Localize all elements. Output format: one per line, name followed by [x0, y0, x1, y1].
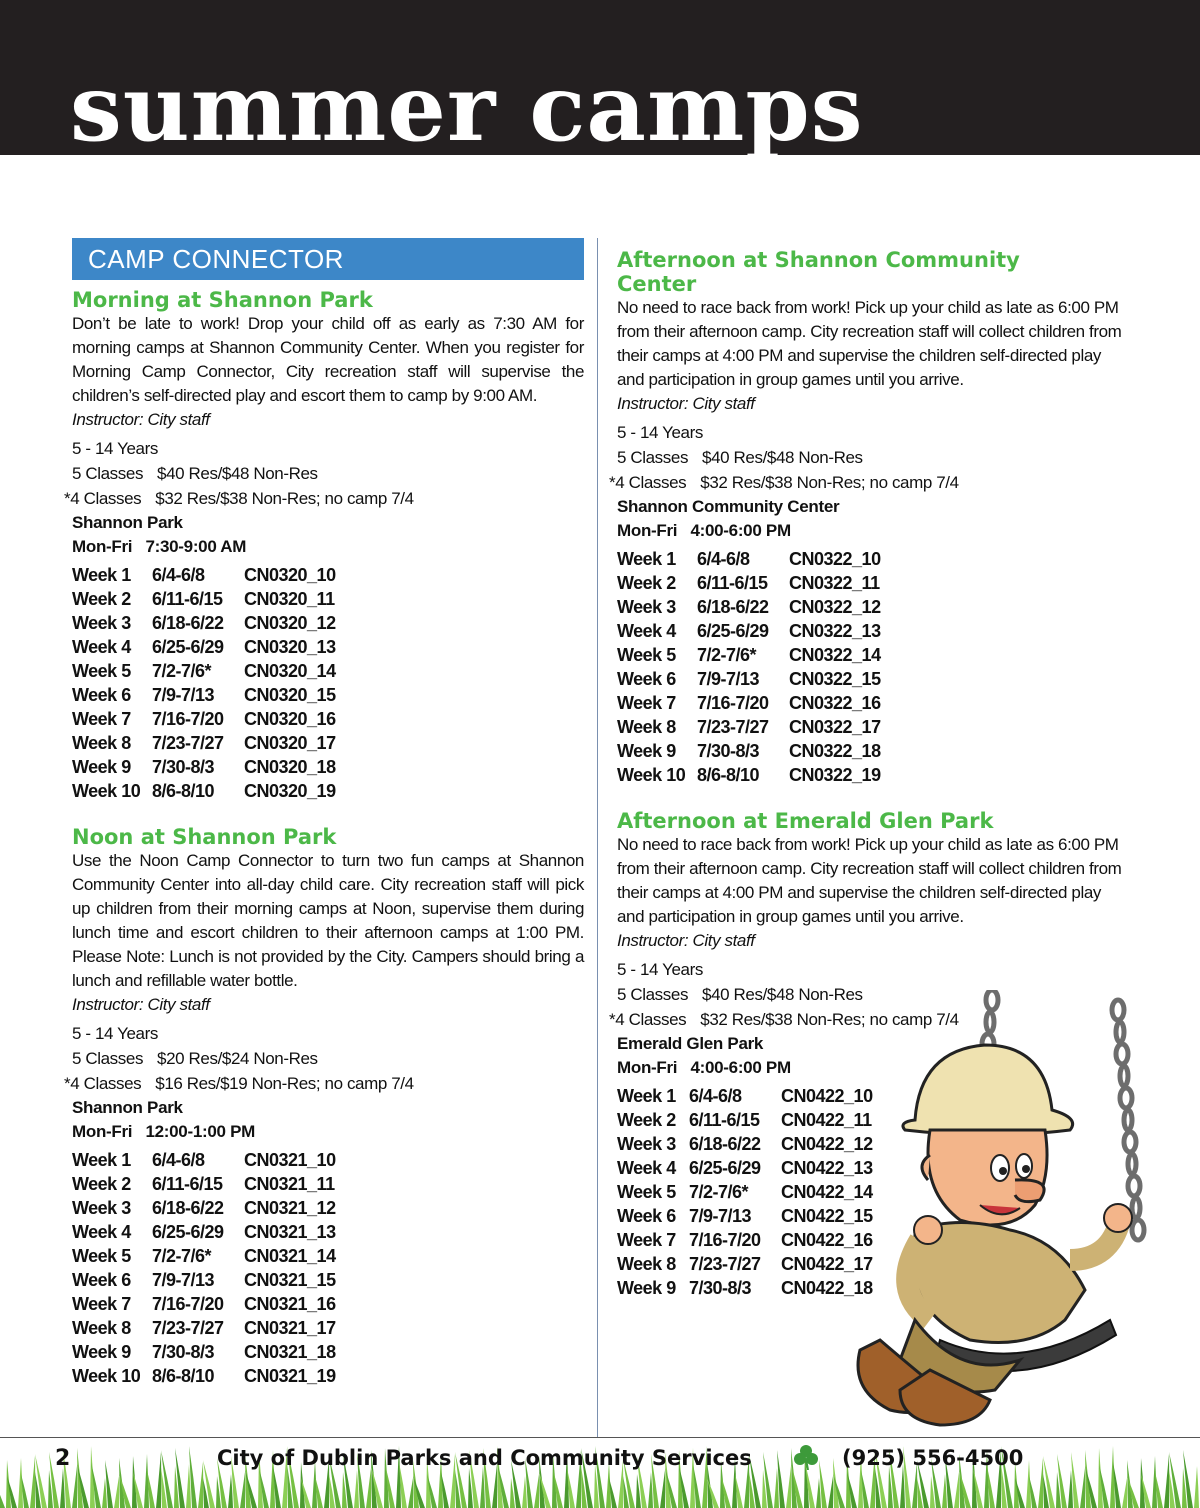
camp-title: Noon at Shannon Park	[72, 825, 337, 849]
schedule-week: Week 10	[72, 781, 141, 801]
camp-description: No need to race back from work! Pick up your child as late as 6:00 PM from their afternoon camp. City recreation staff will collect children from their camps at 4:00 PM and supervise the children self-directed play and participation in group games until you arrive.	[617, 298, 1122, 389]
price: $40 Res/$48 Non-Res	[702, 448, 863, 467]
schedule-table	[72, 563, 336, 803]
price-5-classes	[72, 461, 584, 486]
schedule-week: Week 3	[617, 597, 676, 617]
schedule-dates: 7/23-7/27	[689, 1254, 761, 1274]
label: 5 Classes	[72, 1049, 144, 1068]
price: $32 Res/$38 Non-Res; no camp 7/4	[700, 473, 959, 492]
schedule-dates: 7/2-7/6*	[152, 1246, 212, 1266]
label: 5 Classes	[617, 985, 689, 1004]
price: $32 Res/$38 Non-Res; no camp 7/4	[155, 489, 414, 508]
schedule-dates: 6/4-6/8	[152, 565, 205, 585]
page-number: 2	[55, 1446, 71, 1471]
schedule-week: Week 7	[72, 709, 131, 729]
instructor: Instructor: City staff	[72, 410, 210, 429]
schedule-week: Week 9	[72, 757, 131, 777]
schedule-course-code: CN0322_11	[789, 573, 880, 593]
schedule-course-code: CN0422_18	[781, 1278, 873, 1298]
schedule-row	[72, 1268, 336, 1292]
instructor: Instructor: City staff	[617, 394, 755, 413]
camp-morning	[64, 288, 584, 803]
schedule-row	[72, 731, 336, 755]
schedule-dates: 8/6-8/10	[152, 1366, 215, 1386]
schedule-dates: 6/18-6/22	[697, 597, 769, 617]
footer-organization: City of Dublin Parks and Community Services	[217, 1446, 752, 1470]
schedule-dates: 6/18-6/22	[152, 613, 224, 633]
price: $20 Res/$24 Non-Res	[157, 1049, 318, 1068]
label: 5 Classes	[617, 448, 689, 467]
schedule-dates: 7/16-7/20	[689, 1230, 761, 1250]
schedule-row	[72, 1244, 336, 1268]
price: $40 Res/$48 Non-Res	[702, 985, 863, 1004]
schedule-week: Week 9	[72, 1342, 131, 1362]
schedule-course-code: CN0321_17	[244, 1318, 336, 1338]
schedule-course-code: CN0321_11	[244, 1174, 335, 1194]
schedule-week: Week 2	[617, 1110, 676, 1130]
schedule-course-code: CN0321_18	[244, 1342, 336, 1362]
schedule-row	[72, 707, 336, 731]
schedule-week: Week 6	[617, 669, 676, 689]
schedule-dates: 7/16-7/20	[152, 709, 224, 729]
schedule-dates: 6/18-6/22	[689, 1134, 761, 1154]
location: Shannon Park	[72, 513, 183, 532]
schedule-row	[72, 1292, 336, 1316]
schedule-dates: 7/23-7/27	[697, 717, 769, 737]
schedule-week: Week 7	[72, 1294, 131, 1314]
schedule-row	[617, 547, 881, 571]
schedule-week: Week 1	[72, 565, 131, 585]
schedule-row	[72, 611, 336, 635]
schedule-row	[72, 1220, 336, 1244]
schedule-dates: 7/2-7/6*	[689, 1182, 749, 1202]
camp-title: Morning at Shannon Park	[72, 288, 373, 312]
schedule-week: Week 4	[72, 637, 131, 657]
schedule-week: Week 2	[72, 589, 131, 609]
schedule-course-code: CN0422_16	[781, 1230, 873, 1250]
ages: 5 - 14 Years	[72, 1024, 158, 1043]
schedule-row	[617, 739, 881, 763]
schedule-row	[617, 667, 881, 691]
location: Shannon Park	[72, 1098, 183, 1117]
price-4-classes	[609, 470, 1127, 495]
schedule-dates: 7/23-7/27	[152, 1318, 224, 1338]
schedule-dates: 7/9-7/13	[689, 1206, 752, 1226]
schedule-row	[72, 1364, 336, 1388]
schedule-course-code: CN0422_15	[781, 1206, 873, 1226]
schedule-course-code: CN0422_17	[781, 1254, 873, 1274]
schedule-row	[617, 715, 881, 739]
label: *4 Classes	[609, 1010, 687, 1029]
schedule-row	[617, 691, 881, 715]
schedule-week: Week 8	[72, 1318, 131, 1338]
schedule-course-code: CN0422_14	[781, 1182, 873, 1202]
schedule-week: Week 2	[72, 1174, 131, 1194]
schedule-week: Week 3	[617, 1134, 676, 1154]
camp-title: Afternoon at Shannon Community Center	[617, 248, 1020, 296]
schedule-week: Week 5	[72, 1246, 131, 1266]
schedule-dates: 6/25-6/29	[152, 1222, 224, 1242]
camp-description: Don’t be late to work! Drop your child off as early as 7:30 AM for morning camps at Shannon Community Center. When you register for Morning Camp Connector, City recreation staff will supervise the children’s self-directed play and escort them to camp by 9:00 AM.	[72, 314, 584, 405]
schedule-course-code: CN0422_13	[781, 1158, 873, 1178]
schedule-course-code: CN0320_18	[244, 757, 336, 777]
schedule-course-code: CN0422_10	[781, 1086, 873, 1106]
schedule-dates: 7/2-7/6*	[697, 645, 757, 665]
schedule-week: Week 10	[72, 1366, 141, 1386]
price: $16 Res/$19 Non-Res; no camp 7/4	[155, 1074, 414, 1093]
schedule-dates: 7/30-8/3	[152, 1342, 215, 1362]
schedule-row	[617, 643, 881, 667]
schedule-course-code: CN0321_12	[244, 1198, 336, 1218]
schedule-dates: 6/25-6/29	[689, 1158, 761, 1178]
schedule-course-code: CN0321_19	[244, 1366, 336, 1386]
explorer-swing-illustration	[820, 990, 1180, 1430]
instructor: Instructor: City staff	[617, 931, 755, 950]
schedule-week: Week 5	[72, 661, 131, 681]
schedule-course-code: CN0422_11	[781, 1110, 872, 1130]
schedule-dates: 6/25-6/29	[152, 637, 224, 657]
schedule-week: Week 10	[617, 765, 686, 785]
camp-afternoon-shannon	[609, 248, 1127, 787]
ages: 5 - 14 Years	[617, 423, 703, 442]
footer-phone: (925) 556-4500	[842, 1446, 1024, 1470]
schedule-dates: 7/2-7/6*	[152, 661, 212, 681]
schedule-dates: 6/11-6/15	[697, 573, 768, 593]
camp-title: Afternoon at Emerald Glen Park	[617, 809, 994, 833]
schedule-row	[72, 683, 336, 707]
schedule-week: Week 1	[617, 549, 676, 569]
schedule-dates: 7/9-7/13	[152, 685, 215, 705]
schedule-course-code: CN0320_13	[244, 637, 336, 657]
camp-description: No need to race back from work! Pick up your child as late as 6:00 PM from their afternoon camp. City recreation staff will collect children from their camps at 4:00 PM and supervise the children self-directed play and participation in group games until you arrive.	[617, 835, 1122, 926]
time: Mon-Fri 7:30-9:00 AM	[72, 537, 247, 556]
schedule-table	[617, 547, 881, 787]
schedule-course-code: CN0322_19	[789, 765, 881, 785]
schedule-week: Week 8	[617, 717, 676, 737]
schedule-course-code: CN0322_10	[789, 549, 881, 569]
schedule-course-code: CN0322_13	[789, 621, 881, 641]
schedule-week: Week 3	[72, 1198, 131, 1218]
schedule-course-code: CN0321_10	[244, 1150, 336, 1170]
schedule-week: Week 6	[72, 685, 131, 705]
schedule-course-code: CN0320_15	[244, 685, 336, 705]
schedule-dates: 8/6-8/10	[697, 765, 760, 785]
price-5-classes	[617, 445, 1127, 470]
schedule-course-code: CN0320_11	[244, 589, 335, 609]
label: 5 Classes	[72, 464, 144, 483]
schedule-dates: 6/4-6/8	[152, 1150, 205, 1170]
header-bar	[0, 0, 1200, 162]
schedule-row	[72, 659, 336, 683]
schedule-week: Week 9	[617, 741, 676, 761]
schedule-row	[72, 587, 336, 611]
schedule-dates: 6/11-6/15	[689, 1110, 760, 1130]
schedule-course-code: CN0322_12	[789, 597, 881, 617]
schedule-week: Week 3	[72, 613, 131, 633]
schedule-week: Week 7	[617, 1230, 676, 1250]
schedule-row	[617, 619, 881, 643]
price: $40 Res/$48 Non-Res	[157, 464, 318, 483]
schedule-week: Week 7	[617, 693, 676, 713]
column-divider	[597, 238, 598, 1438]
left-column	[64, 238, 584, 1388]
schedule-row	[72, 755, 336, 779]
schedule-dates: 7/30-8/3	[697, 741, 760, 761]
price-4-classes	[64, 486, 584, 511]
schedule-course-code: CN0320_10	[244, 565, 336, 585]
price: $32 Res/$38 Non-Res; no camp 7/4	[700, 1010, 959, 1029]
schedule-dates: 6/18-6/22	[152, 1198, 224, 1218]
ages: 5 - 14 Years	[72, 439, 158, 458]
schedule-course-code: CN0321_14	[244, 1246, 336, 1266]
pith-helmet-icon	[903, 1045, 1073, 1135]
schedule-dates: 7/9-7/13	[152, 1270, 215, 1290]
label: *4 Classes	[64, 489, 142, 508]
schedule-course-code: CN0320_14	[244, 661, 336, 681]
schedule-course-code: CN0322_17	[789, 717, 881, 737]
schedule-course-code: CN0320_17	[244, 733, 336, 753]
schedule-week: Week 8	[617, 1254, 676, 1274]
schedule-week: Week 4	[617, 1158, 676, 1178]
schedule-week: Week 9	[617, 1278, 676, 1298]
schedule-dates: 6/11-6/15	[152, 1174, 223, 1194]
schedule-week: Week 4	[617, 621, 676, 641]
schedule-dates: 6/4-6/8	[689, 1086, 742, 1106]
schedule-course-code: CN0320_12	[244, 613, 336, 633]
schedule-course-code: CN0322_14	[789, 645, 881, 665]
schedule-row	[72, 1340, 336, 1364]
time: Mon-Fri 4:00-6:00 PM	[617, 1058, 791, 1077]
schedule-row	[72, 563, 336, 587]
footer-rule	[0, 1437, 1200, 1438]
camp-noon	[64, 825, 584, 1388]
schedule-row	[72, 635, 336, 659]
shamrock-icon	[793, 1444, 819, 1470]
schedule-row	[617, 595, 881, 619]
schedule-week: Week 1	[72, 1150, 131, 1170]
schedule-course-code: CN0321_15	[244, 1270, 336, 1290]
schedule-week: Week 6	[617, 1206, 676, 1226]
schedule-row	[617, 571, 881, 595]
schedule-dates: 7/23-7/27	[152, 733, 224, 753]
schedule-row	[72, 1148, 336, 1172]
section-banner: CAMP CONNECTOR	[72, 238, 584, 280]
schedule-dates: 8/6-8/10	[152, 781, 215, 801]
ages: 5 - 14 Years	[617, 960, 703, 979]
schedule-course-code: CN0322_16	[789, 693, 881, 713]
schedule-course-code: CN0322_18	[789, 741, 881, 761]
schedule-week: Week 5	[617, 1182, 676, 1202]
location: Emerald Glen Park	[617, 1034, 764, 1053]
instructor: Instructor: City staff	[72, 995, 210, 1014]
schedule-row	[72, 779, 336, 803]
schedule-week: Week 5	[617, 645, 676, 665]
schedule-course-code: CN0322_15	[789, 669, 881, 689]
schedule-row	[72, 1196, 336, 1220]
label: *4 Classes	[609, 473, 687, 492]
schedule-dates: 7/16-7/20	[697, 693, 769, 713]
time: Mon-Fri 12:00-1:00 PM	[72, 1122, 255, 1141]
schedule-week: Week 2	[617, 573, 676, 593]
schedule-course-code: CN0422_12	[781, 1134, 873, 1154]
schedule-dates: 6/25-6/29	[697, 621, 769, 641]
schedule-dates: 7/30-8/3	[689, 1278, 752, 1298]
schedule-dates: 6/11-6/15	[152, 589, 223, 609]
schedule-course-code: CN0320_16	[244, 709, 336, 729]
schedule-week: Week 8	[72, 733, 131, 753]
schedule-dates: 7/9-7/13	[697, 669, 760, 689]
schedule-course-code: CN0321_16	[244, 1294, 336, 1314]
schedule-table	[72, 1148, 336, 1388]
schedule-week: Week 4	[72, 1222, 131, 1242]
schedule-dates: 7/30-8/3	[152, 757, 215, 777]
schedule-row	[72, 1316, 336, 1340]
location: Shannon Community Center	[617, 497, 840, 516]
schedule-course-code: CN0320_19	[244, 781, 336, 801]
price-5-classes	[72, 1046, 584, 1071]
schedule-week: Week 1	[617, 1086, 676, 1106]
label: *4 Classes	[64, 1074, 142, 1093]
schedule-row	[72, 1172, 336, 1196]
schedule-course-code: CN0321_13	[244, 1222, 336, 1242]
time: Mon-Fri 4:00-6:00 PM	[617, 521, 791, 540]
page-title: summer camps	[70, 54, 864, 162]
price-4-classes	[64, 1071, 584, 1096]
schedule-row	[617, 763, 881, 787]
schedule-week: Week 6	[72, 1270, 131, 1290]
schedule-dates: 7/16-7/20	[152, 1294, 224, 1314]
schedule-dates: 6/4-6/8	[697, 549, 750, 569]
camp-description: Use the Noon Camp Connector to turn two fun camps at Shannon Community Center into all-day child care. City recreation staff will pick up children from their morning camps at Noon, supervise them during lunch time and escort children to their afternoon camps at 1:00 PM. Please Note: Lunch is not provided by the City. Campers should bring a lunch and refillable water bottle.	[72, 851, 584, 990]
